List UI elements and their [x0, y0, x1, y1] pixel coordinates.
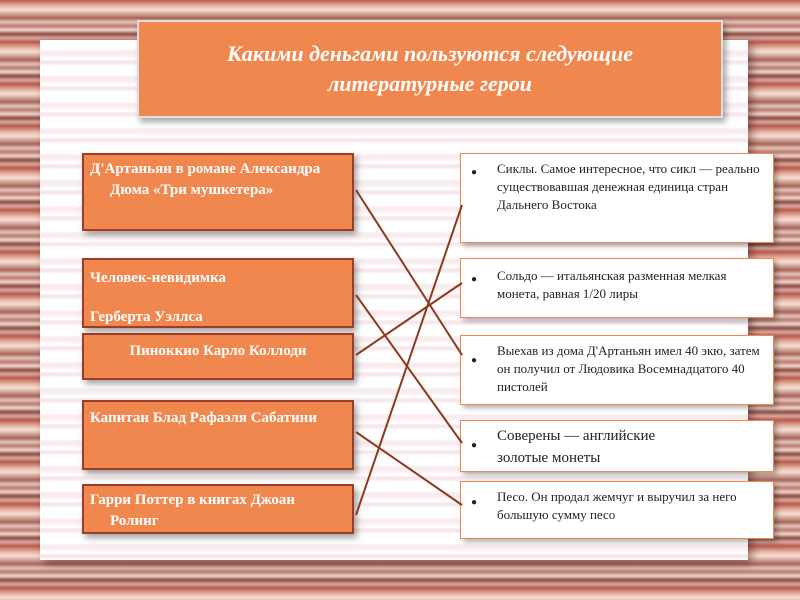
connector-line — [356, 190, 462, 355]
money-label: Сиклы. Самое интересное, что сикл — реально существовавшая денежная единица стран Дальнего Востока — [497, 161, 760, 212]
money-label: Сольдо — итальянская разменная мелкая монета, равная 1/20 лиры — [497, 268, 727, 301]
hero-label: Человек-невидимка — [90, 270, 227, 286]
hero-label: Пиноккио Карло Коллоди — [129, 343, 307, 359]
bullet-icon: ● — [471, 167, 478, 178]
bullet-icon: ● — [471, 497, 478, 508]
money-label: Соверены — английские золотые монеты — [497, 428, 656, 466]
connector-line — [356, 295, 462, 443]
page-title: Какими деньгами пользуются следующие литературные герои — [226, 41, 634, 96]
hero-label: Капитан Блад Рафаэля Сабатини — [90, 410, 317, 426]
connector-line — [356, 283, 462, 355]
bullet-icon: ● — [471, 355, 478, 366]
hero-label: Д'Артаньян в романе Александра Дюма «Три мушкетера» — [90, 161, 321, 198]
bullet-icon: ● — [471, 274, 478, 285]
bullet-icon: ● — [471, 440, 478, 451]
money-label: Выехав из дома Д'Артаньян имел 40 экю, затем он получил от Людовика Восемнадцатого 40 пистолей — [497, 343, 760, 394]
hero-label: Гарри Поттер в книгах Джоан Ролинг — [90, 492, 296, 529]
money-label: Песо. Он продал жемчуг и выручил за него большую сумму песо — [497, 489, 737, 522]
hero-label: Герберта Уэллса — [90, 309, 203, 325]
